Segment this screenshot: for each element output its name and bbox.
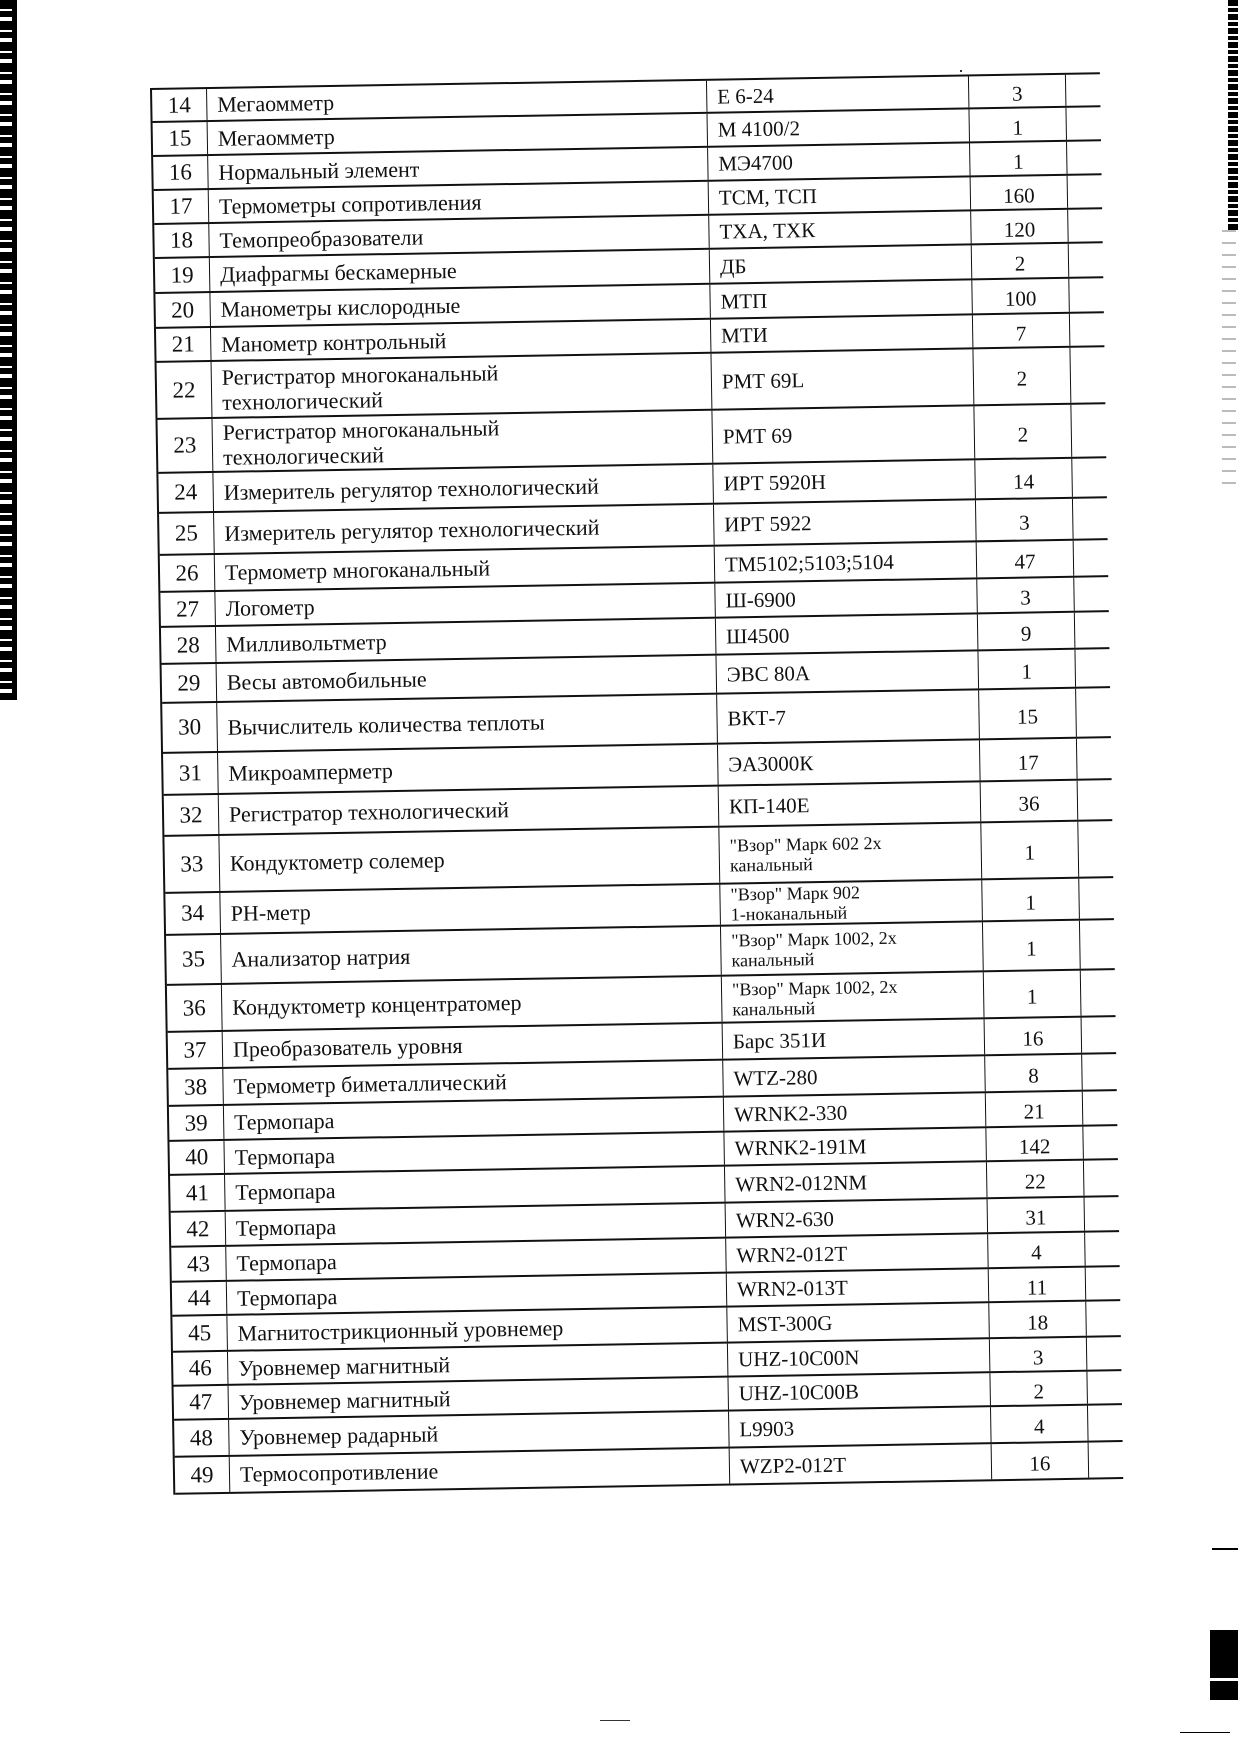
equipment-quantity: 100 bbox=[972, 279, 1070, 314]
equipment-model: ЭА3000К bbox=[718, 740, 981, 784]
equipment-quantity: 9 bbox=[978, 613, 1076, 650]
equipment-name: Термопара bbox=[224, 1133, 724, 1173]
equipment-model: ВКТ-7 bbox=[717, 690, 980, 742]
row-number: 19 bbox=[155, 258, 211, 292]
equipment-model: МТП bbox=[710, 280, 973, 317]
scan-speck bbox=[960, 70, 962, 72]
scan-speck bbox=[600, 1720, 630, 1721]
equipment-name: Темопреобразователи bbox=[209, 216, 709, 256]
equipment-name: Логометр bbox=[215, 584, 715, 625]
equipment-quantity: 2 bbox=[973, 348, 1071, 405]
row-number: 15 bbox=[153, 122, 209, 155]
scan-edge-line-right bbox=[1212, 1548, 1238, 1550]
equipment-name: Регистратор многоканальный технологический bbox=[212, 354, 713, 417]
equipment-model: "Взор" Марк 1002, 2х канальный bbox=[722, 972, 985, 1021]
row-number: 34 bbox=[165, 893, 221, 934]
row-number: 31 bbox=[163, 753, 219, 794]
row-number: 49 bbox=[175, 1457, 231, 1493]
scan-edge-block-right-bottom bbox=[1210, 1630, 1238, 1700]
equipment-model: UHZ-10C00B bbox=[728, 1373, 990, 1409]
equipment-quantity: 11 bbox=[989, 1268, 1087, 1302]
equipment-model: "Взор" Марк 1002, 2х канальный bbox=[721, 922, 984, 974]
equipment-quantity: 3 bbox=[969, 75, 1067, 108]
equipment-name: Милливольтметр bbox=[216, 619, 717, 662]
row-number: 33 bbox=[164, 836, 220, 892]
row-number: 14 bbox=[152, 89, 208, 121]
equipment-model: WRN2-013T bbox=[727, 1269, 989, 1305]
equipment-model: Ш-6900 bbox=[715, 579, 978, 616]
row-number: 48 bbox=[174, 1420, 230, 1456]
row-number: 44 bbox=[172, 1282, 228, 1315]
equipment-model: UHZ-10C00N bbox=[728, 1339, 990, 1375]
equipment-model: Ш4500 bbox=[716, 614, 979, 653]
row-number: 26 bbox=[160, 555, 216, 591]
equipment-name: Мегаомметр bbox=[207, 81, 707, 120]
equipment-name: Нормальный элемент bbox=[208, 148, 708, 188]
equipment-quantity: 36 bbox=[981, 781, 1079, 822]
row-number: 24 bbox=[158, 473, 214, 512]
equipment-quantity: 142 bbox=[986, 1127, 1084, 1161]
row-number: 32 bbox=[164, 795, 220, 835]
equipment-quantity: 14 bbox=[975, 459, 1073, 499]
equipment-name: Манометр контрольный bbox=[211, 320, 711, 360]
equipment-name: Преобразователь уровня bbox=[223, 1024, 724, 1067]
equipment-model: WRNK2-330 bbox=[724, 1093, 987, 1130]
row-number: 29 bbox=[162, 664, 218, 702]
row-number: 36 bbox=[167, 985, 223, 1031]
row-number: 28 bbox=[161, 627, 217, 663]
row-number: 45 bbox=[172, 1316, 228, 1351]
equipment-model: КП-140Е bbox=[719, 782, 982, 825]
equipment-model: MST-300G bbox=[727, 1303, 990, 1341]
equipment-name: Измеритель регулятор технологический bbox=[213, 465, 714, 511]
row-number: 30 bbox=[162, 703, 218, 752]
scan-edge-artifact-right-top bbox=[1228, 0, 1238, 230]
equipment-model: "Взор" Марк 602 2х канальный bbox=[719, 823, 982, 882]
scan-edge-bar-left bbox=[12, 0, 17, 700]
equipment-name: Манометры кислородные bbox=[210, 285, 710, 326]
equipment-model: WRN2-630 bbox=[726, 1199, 989, 1236]
row-number: 43 bbox=[171, 1247, 227, 1281]
equipment-model: ЭВС 80А bbox=[716, 651, 979, 692]
equipment-quantity: 2 bbox=[974, 405, 1072, 459]
equipment-model: "Взор" Марк 902 1-ноканальный bbox=[720, 880, 983, 924]
equipment-quantity: 1 bbox=[983, 921, 1081, 971]
equipment-name: Анализатор натрия bbox=[221, 927, 722, 983]
equipment-quantity: 18 bbox=[989, 1302, 1087, 1338]
equipment-quantity: 1 bbox=[982, 879, 1080, 921]
equipment-quantity: 2 bbox=[990, 1372, 1088, 1406]
equipment-model: МТИ bbox=[711, 315, 973, 351]
equipment-quantity: 3 bbox=[990, 1338, 1088, 1372]
equipment-model: МЭ4700 bbox=[708, 143, 970, 179]
equipment-quantity: 17 bbox=[980, 739, 1078, 781]
equipment-quantity: 1 bbox=[981, 822, 1079, 879]
equipment-name: Термопара bbox=[226, 1204, 726, 1245]
equipment-quantity: 8 bbox=[985, 1055, 1083, 1092]
scan-edge-line-bottom bbox=[1180, 1732, 1230, 1733]
equipment-name: Регистратор многоканальный технологический bbox=[212, 411, 713, 471]
equipment-quantity: 3 bbox=[976, 499, 1074, 541]
equipment-name: Термопара bbox=[226, 1239, 726, 1280]
equipment-model: ТХА, ТХК bbox=[709, 211, 971, 247]
equipment-name: Магнитострикционный уровнемер bbox=[227, 1308, 727, 1350]
equipment-quantity: 4 bbox=[988, 1233, 1086, 1268]
equipment-name: Термометры сопротивления bbox=[209, 182, 709, 222]
equipment-quantity: 16 bbox=[992, 1443, 1090, 1480]
equipment-quantity: 7 bbox=[973, 314, 1071, 348]
equipment-model: L9903 bbox=[729, 1407, 992, 1446]
row-number: 47 bbox=[174, 1386, 230, 1419]
equipment-quantity: 22 bbox=[987, 1161, 1085, 1198]
equipment-name: Термометр многоканальный bbox=[215, 547, 716, 590]
equipment-quantity: 1 bbox=[969, 108, 1067, 142]
equipment-quantity: 1 bbox=[970, 142, 1068, 176]
equipment-name: Микроамперметр bbox=[218, 745, 719, 793]
row-number: 25 bbox=[159, 513, 215, 554]
equipment-quantity: 16 bbox=[985, 1018, 1083, 1055]
equipment-model: РМТ 69L bbox=[711, 349, 974, 408]
equipment-quantity: 1 bbox=[984, 971, 1082, 1018]
equipment-name: Кондуктометр концентратомер bbox=[222, 977, 723, 1030]
equipment-name: Термопара bbox=[224, 1098, 724, 1139]
equipment-quantity: 31 bbox=[988, 1198, 1086, 1233]
equipment-model: ИРТ 5920Н bbox=[713, 460, 976, 502]
equipment-model: WRNK2-191M bbox=[724, 1128, 986, 1164]
equipment-model: М 4100/2 bbox=[708, 109, 970, 145]
equipment-name: Термометр биметаллический bbox=[223, 1061, 724, 1104]
equipment-quantity: 160 bbox=[971, 176, 1069, 210]
equipment-name: Термопара bbox=[225, 1167, 726, 1210]
row-number: 38 bbox=[168, 1069, 224, 1105]
equipment-table bbox=[150, 72, 1123, 1495]
equipment-quantity: 21 bbox=[986, 1092, 1084, 1127]
row-number: 40 bbox=[169, 1141, 225, 1174]
row-number: 23 bbox=[158, 419, 214, 472]
equipment-model: Е 6-24 bbox=[707, 76, 969, 111]
equipment-quantity: 47 bbox=[977, 541, 1075, 578]
row-number: 17 bbox=[154, 190, 210, 223]
equipment-name: РН-метр bbox=[220, 885, 721, 933]
row-number: 16 bbox=[153, 156, 209, 189]
row-number: 18 bbox=[154, 224, 210, 257]
equipment-quantity: 2 bbox=[972, 244, 1070, 279]
equipment-name: Диафрагмы бескамерные bbox=[210, 250, 710, 291]
row-number: 39 bbox=[169, 1106, 225, 1140]
equipment-name: Уровнемер магнитный bbox=[228, 1344, 728, 1384]
equipment-quantity: 1 bbox=[978, 650, 1076, 689]
row-number: 27 bbox=[160, 592, 216, 626]
row-number: 20 bbox=[155, 293, 211, 327]
row-number: 21 bbox=[156, 328, 212, 361]
equipment-name: Вычислитель количества теплоты bbox=[217, 695, 718, 751]
equipment-model: WRN2-012NM bbox=[725, 1162, 988, 1201]
equipment-model: Барс 351И bbox=[723, 1019, 986, 1058]
equipment-model: ТСМ, ТСП bbox=[709, 177, 971, 213]
equipment-name: Мегаомметр bbox=[208, 114, 708, 154]
equipment-name: Термопара bbox=[227, 1274, 727, 1314]
equipment-name: Кондуктометр солемер bbox=[219, 828, 720, 891]
equipment-name: Термосопротивление bbox=[230, 1449, 731, 1492]
equipment-name: Уровнемер магнитный bbox=[229, 1378, 729, 1418]
equipment-quantity: 120 bbox=[971, 210, 1069, 244]
equipment-model: WTZ-280 bbox=[723, 1056, 986, 1095]
row-number: 22 bbox=[157, 362, 213, 418]
equipment-quantity: 3 bbox=[977, 578, 1075, 613]
equipment-model: WRN2-012T bbox=[726, 1234, 989, 1271]
equipment-quantity: 15 bbox=[979, 689, 1077, 739]
equipment-model: ИРТ 5922 bbox=[714, 500, 977, 544]
equipment-name: Уровнемер радарный bbox=[229, 1412, 730, 1455]
equipment-model: WZP2-012T bbox=[730, 1444, 993, 1483]
row-number: 35 bbox=[166, 935, 222, 984]
equipment-name: Регистратор технологический bbox=[219, 787, 720, 834]
row-number: 37 bbox=[168, 1032, 224, 1068]
equipment-quantity: 4 bbox=[991, 1406, 1089, 1443]
equipment-model: ТМ5102;5103;5104 bbox=[715, 542, 978, 581]
equipment-name: Весы автомобильные bbox=[217, 656, 718, 701]
equipment-name: Измеритель регулятор технологический bbox=[214, 505, 715, 553]
equipment-model: ДБ bbox=[710, 245, 973, 282]
row-number: 46 bbox=[173, 1352, 229, 1385]
scan-edge-noise-right bbox=[1222, 230, 1236, 490]
equipment-model: РМТ 69 bbox=[712, 406, 975, 462]
row-number: 41 bbox=[170, 1175, 226, 1211]
row-number: 42 bbox=[171, 1212, 227, 1246]
